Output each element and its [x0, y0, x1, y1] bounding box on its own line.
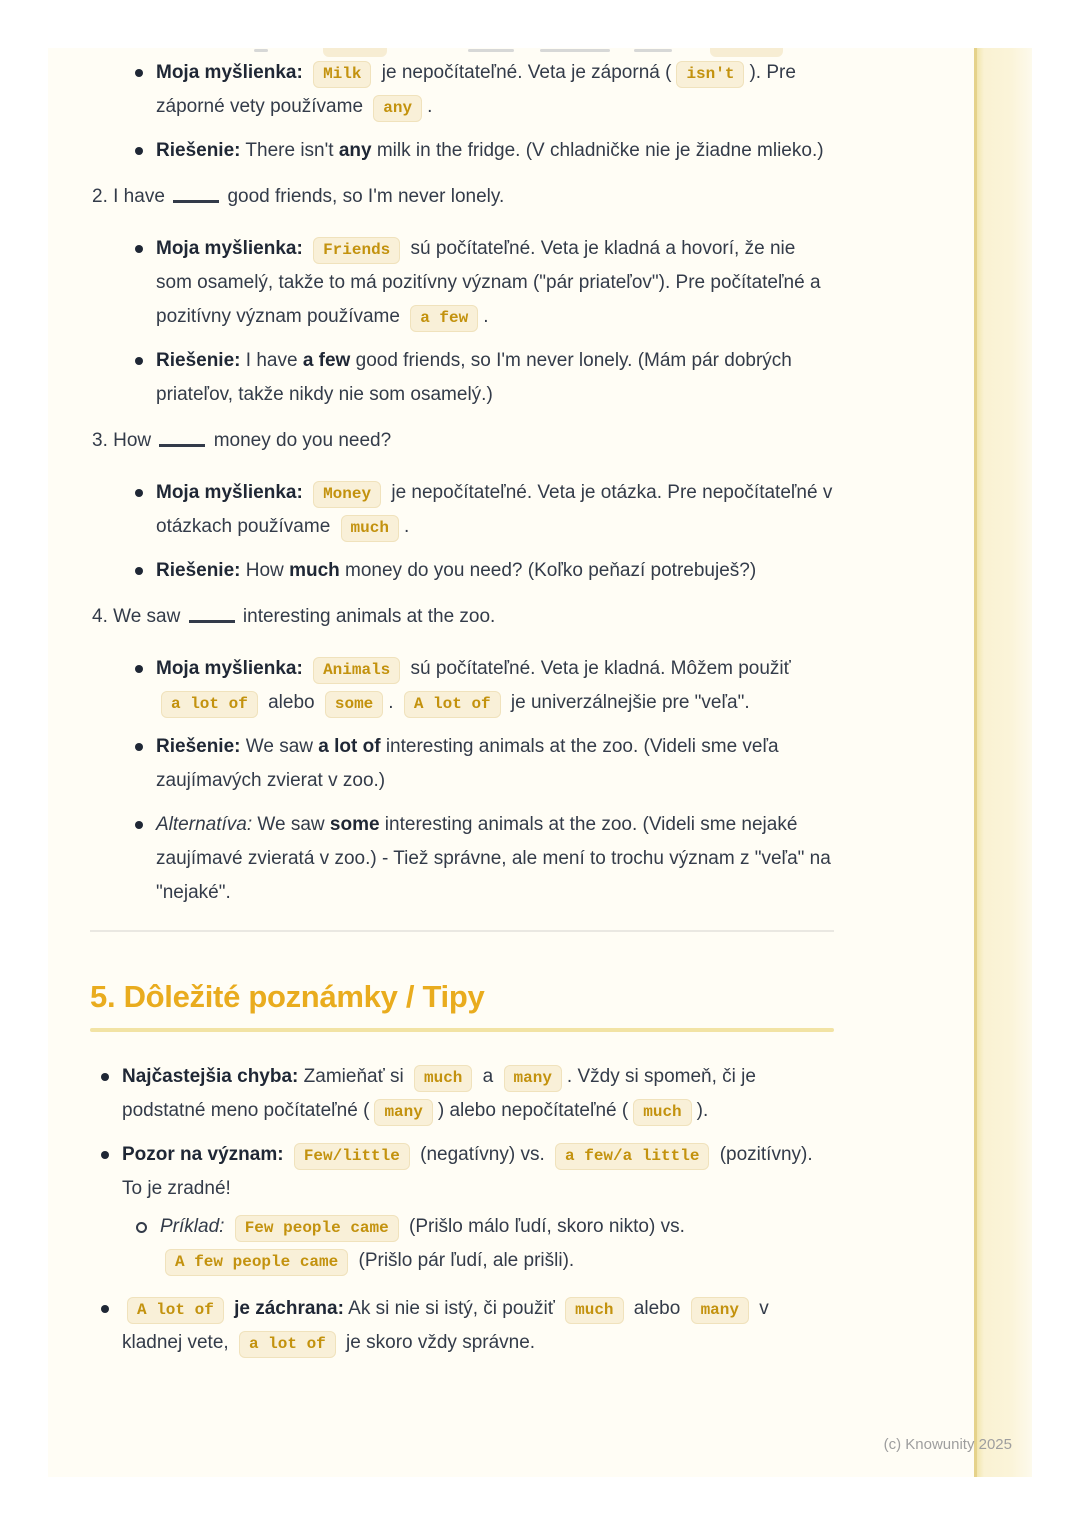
bullet-item: [135, 554, 834, 588]
exercise-item: [90, 600, 834, 910]
bullet-dot-icon: [101, 1073, 109, 1081]
italic-text: Alternatíva:: [156, 814, 253, 835]
bold-text: Pozor na význam:: [122, 1144, 284, 1165]
exercise-item: [90, 424, 834, 588]
sub-bullet-item: [136, 1210, 834, 1278]
bullet-item: [101, 1292, 834, 1360]
bullet-dot-icon: [101, 1151, 109, 1159]
document-content: [90, 56, 834, 1370]
bullet-item: [135, 652, 834, 720]
bold-text: Moja myšlienka:: [156, 62, 303, 83]
code-badge: much: [633, 1099, 691, 1126]
bullet-text: Moja myšlienka: Milk je nepočítateľné. Veta je záporná ( isn't ). Pre záporné vety používame any .: [156, 56, 834, 124]
code-badge: a lot of: [239, 1331, 336, 1358]
bullet-dot-icon: [135, 357, 143, 365]
italic-text: Príklad:: [160, 1216, 225, 1237]
bullet-text: Alternatíva: We saw some interesting animals at the zoo. (Videli sme nejaké zaujímavé zvieratá v zoo.) - Tiež správne, ale mení to trochu význam z "veľa" na "nejaké".: [156, 814, 831, 903]
code-badge: many: [374, 1099, 432, 1126]
bold-text: a lot of: [318, 736, 381, 757]
bullet-text: Príklad: Few people came (Prišlo málo ľudí, skoro nikto) vs. A few people came (Prišlo pár ľudí, ale prišli).: [160, 1210, 834, 1278]
bullet-dot-icon: [135, 821, 143, 829]
bullet-dot-icon: [101, 1305, 109, 1313]
exercise-question: 4. We saw interesting animals at the zoo.: [92, 606, 496, 627]
bold-text: Riešenie:: [156, 350, 241, 371]
bullet-text: Riešenie: I have a few good friends, so I'm never lonely. (Mám pár dobrých priateľov, takže nikdy nie som osamelý.): [156, 350, 792, 405]
bullet-text: Moja myšlienka: Animals sú počítateľné. Veta je kladná. Môžem použiť a lot of alebo some . A lot of je univerzálnejšie pre "veľa".: [156, 652, 834, 720]
bullet-item: [101, 1138, 834, 1282]
exercise-item: [90, 180, 834, 412]
bullet-text: A lot of je záchrana: Ak si nie si istý, či použiť much alebo many v kladnej vete, a lot of je skoro vždy správne.: [122, 1292, 834, 1360]
exercise-question: 3. How money do you need?: [92, 430, 392, 451]
tips-list: [90, 1060, 834, 1360]
code-badge: many: [504, 1065, 562, 1092]
bullet-dot-icon: [135, 147, 143, 155]
exercise-bullets: [90, 652, 834, 910]
code-badge: Few people came: [235, 1215, 399, 1242]
bullet-dot-icon: [135, 567, 143, 575]
bullet-text: Najčastejšia chyba: Zamieňať si much a many . Vždy si spomeň, či je podstatné meno počítateľné ( many ) alebo nepočítateľné ( much ).: [122, 1060, 834, 1128]
cut-text-mark: [634, 49, 672, 52]
exercise-list: [90, 56, 834, 910]
code-badge: Friends: [313, 237, 400, 264]
exercise-bullets: [90, 232, 834, 412]
bold-text: Moja myšlienka:: [156, 482, 303, 503]
heading-underline-bar: [90, 1028, 834, 1032]
code-badge: A lot of: [404, 691, 501, 718]
bold-text: Moja myšlienka:: [156, 238, 303, 259]
bullet-item: [135, 134, 834, 168]
cut-text-mark: [540, 49, 610, 52]
answer-blank: [159, 444, 205, 447]
code-badge: much: [341, 515, 399, 542]
answer-blank: [173, 200, 219, 203]
bullet-text: Riešenie: There isn't any milk in the fridge. (V chladničke nie je žiadne mlieko.): [156, 140, 824, 161]
exercise-question: 2. I have good friends, so I'm never lonely.: [92, 186, 505, 207]
code-badge: much: [565, 1297, 623, 1324]
bullet-dot-icon: [135, 69, 143, 77]
bullet-item: [135, 808, 834, 910]
bold-text: Riešenie:: [156, 560, 241, 581]
footer-credit: (c) Knowunity 2025: [883, 1436, 1012, 1453]
code-badge: much: [414, 1065, 472, 1092]
bullet-text: Moja myšlienka: Friends sú počítateľné. Veta je kladná a hovorí, že nie som osamelý, takže to má pozitívny význam ("pár priateľov"). Pre počítateľné a pozitívny význam používame a few .: [156, 232, 834, 334]
answer-blank: [189, 620, 235, 623]
section-divider: [90, 930, 834, 932]
bullet-item: [135, 476, 834, 544]
bullet-dot-icon: [135, 245, 143, 253]
bold-text: Moja myšlienka:: [156, 658, 303, 679]
code-badge: A lot of: [127, 1297, 224, 1324]
bold-text: Najčastejšia chyba:: [122, 1066, 299, 1087]
code-badge: some: [325, 691, 383, 718]
bullet-item: [135, 344, 834, 412]
cut-text-mark: [468, 49, 514, 52]
bullet-dot-icon: [135, 489, 143, 497]
bullet-dot-icon: [135, 665, 143, 673]
bullet-text: Moja myšlienka: Money je nepočítateľné. Veta je otázka. Pre nepočítateľné v otázkach používame much .: [156, 476, 834, 544]
code-badge: any: [373, 95, 422, 122]
sub-bullets: [122, 1210, 834, 1278]
code-badge: A few people came: [165, 1249, 348, 1276]
bold-text: any: [338, 140, 372, 161]
bold-text: Riešenie:: [156, 736, 241, 757]
bold-text: Riešenie:: [156, 140, 241, 161]
code-badge: Animals: [313, 657, 400, 684]
notes-section-title: 5. Dôležité poznámky / Tipy: [90, 979, 485, 1014]
exercise-bullets: [90, 56, 834, 168]
bullet-item: [135, 730, 834, 798]
bullet-text: Riešenie: We saw a lot of interesting animals at the zoo. (Videli sme veľa zaujímavých zvierat v zoo.): [156, 736, 779, 791]
code-badge: Money: [313, 481, 381, 508]
bullet-text: Pozor na význam: Few/little (negatívny) vs. a few/a little (pozitívny). To je zradné! Príklad: Few people came (Prišlo málo ľudí, skoro nikto) vs. A few people came (Prišlo pár ľudí, ale prišli).: [122, 1138, 834, 1282]
code-badge: a few/a little: [555, 1143, 709, 1170]
bold-text: some: [329, 814, 380, 835]
code-badge: a few: [410, 305, 478, 332]
bullet-item: [135, 56, 834, 124]
bold-text: a few: [302, 350, 351, 371]
exercise-bullets: [90, 476, 834, 588]
bold-text: je záchrana:: [234, 1298, 344, 1319]
exercise-item: [90, 56, 834, 168]
bold-text: much: [289, 560, 340, 581]
code-badge: a lot of: [161, 691, 258, 718]
bullet-dot-icon: [135, 743, 143, 751]
code-badge: Few/little: [294, 1143, 410, 1170]
code-badge: isn't: [676, 61, 744, 88]
code-badge: Milk: [313, 61, 371, 88]
content-card: [48, 48, 1032, 1477]
bullet-item: [135, 232, 834, 334]
side-margin-strip: [974, 48, 1032, 1477]
cut-text-mark: [254, 49, 268, 52]
bullet-item: [101, 1060, 834, 1128]
code-badge: many: [691, 1297, 749, 1324]
bullet-text: Riešenie: How much money do you need? (Koľko peňazí potrebuješ?): [156, 560, 757, 581]
bullet-circle-icon: [136, 1222, 147, 1233]
